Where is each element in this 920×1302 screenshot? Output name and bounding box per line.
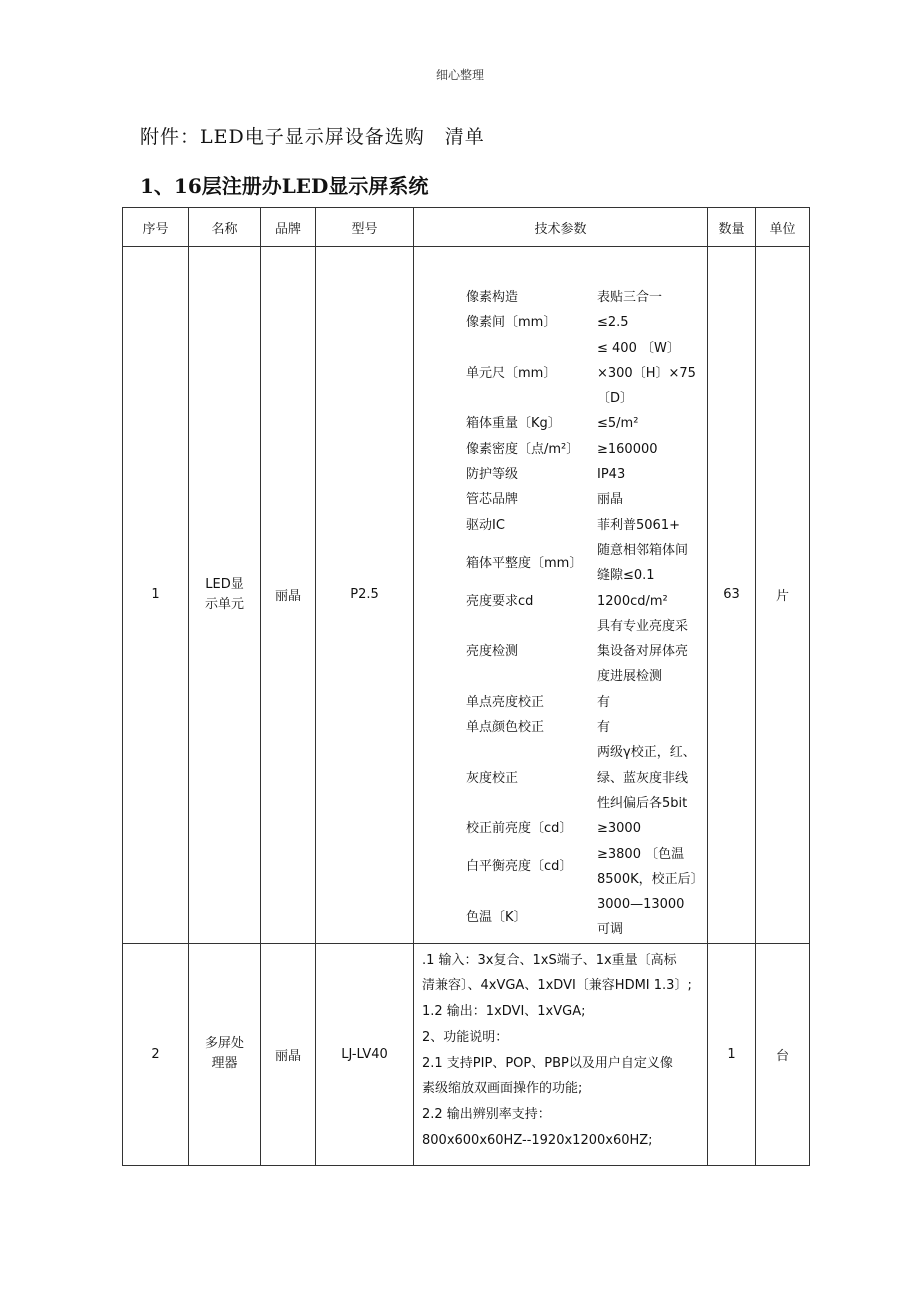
spec-value: [597, 715, 708, 740]
spec-row: [466, 310, 708, 335]
spec-value-line: ≤ 400 〔W〕: [597, 340, 680, 356]
spec-key: 灰度校正: [466, 770, 519, 786]
spec-value-line: 有: [597, 694, 611, 710]
spec-value-line: ≥3800 〔色温: [597, 846, 685, 862]
spec-key: 驱动IC: [466, 517, 505, 533]
spec-value-line: IP43: [597, 467, 626, 483]
spec-value-line: ≤5/m²: [597, 416, 639, 432]
spec-value-line: 8500K，校正后〕: [597, 871, 704, 887]
row-name: [189, 247, 261, 944]
row-unit: 片: [756, 247, 810, 944]
col-header-specs: 技术参数: [414, 208, 708, 247]
spec-key: 单点亮度校正: [466, 694, 545, 710]
table-row: [123, 247, 810, 944]
spec-value-line: ≥160000: [597, 441, 658, 457]
spec-key: 防护等级: [466, 467, 519, 483]
row-qty: 63: [708, 247, 756, 944]
spec-value: [597, 538, 708, 589]
spec-key: 箱体平整度〔mm〕: [466, 555, 583, 571]
spec-key: 箱体重量〔Kg〕: [466, 416, 561, 432]
col-header-name: 名称: [189, 208, 261, 247]
spec-row: [466, 715, 708, 740]
col-header-brand: 品牌: [261, 208, 316, 247]
row-brand: 丽晶: [261, 247, 316, 944]
spec-value-line: 具有专业亮度采: [597, 618, 689, 634]
spec-key: 校正前亮度〔cd〕: [466, 821, 573, 837]
row-no: 2: [123, 943, 189, 1165]
spec-value: [597, 285, 708, 310]
spec-row: [466, 285, 708, 310]
table-row: [123, 943, 810, 1165]
spec-line: 清兼容〕、4xVGA、1xDVI〔兼容HDMI 1.3〕;: [422, 978, 692, 994]
row-name-line: 理器: [211, 1056, 238, 1072]
row-model: LJ-LV40: [316, 943, 414, 1165]
spec-value-line: 〔D〕: [597, 391, 634, 407]
spec-key: 像素构造: [466, 290, 519, 305]
spec-row: [466, 690, 708, 715]
col-header-model: 型号: [316, 208, 414, 247]
spec-row: [466, 487, 708, 512]
spec-value-line: 3000—13000: [597, 897, 685, 913]
spec-value: [597, 816, 708, 841]
spec-value-line: 丽晶: [597, 492, 624, 508]
spec-value-line: 随意相邻箱体间: [597, 542, 689, 558]
row-specs: [414, 943, 708, 1165]
spec-key: 单点颜色校正: [466, 720, 545, 736]
row-model: P2.5: [316, 247, 414, 944]
spec-row: [466, 462, 708, 487]
spec-value: [597, 437, 708, 462]
spec-row: [466, 816, 708, 841]
spec-row: [466, 740, 708, 816]
row-name: [189, 943, 261, 1165]
spec-value: [597, 513, 708, 538]
spec-value: [597, 589, 708, 614]
table-header-row: [123, 208, 810, 247]
spec-value: [597, 462, 708, 487]
spec-row: [466, 411, 708, 436]
spec-value-line: 可调: [597, 922, 624, 938]
spec-value-line: ×300〔H〕×75: [597, 365, 696, 381]
spec-value-line: 表贴三合一: [597, 290, 663, 305]
row-unit: 台: [756, 943, 810, 1165]
col-header-unit: 单位: [756, 208, 810, 247]
spec-value: [597, 740, 708, 816]
row-name-line: 多屏处: [204, 1036, 244, 1052]
spec-value: [597, 336, 708, 412]
section-title: 1、16层注册办LED显示屏系统: [140, 174, 429, 198]
row-name-line: 示单元: [204, 596, 244, 612]
spec-key: 色温〔K〕: [466, 909, 527, 925]
spec-row: [466, 892, 708, 943]
spec-value-line: 度进展检测: [597, 669, 663, 685]
spec-row: [466, 538, 708, 589]
spec-value: [597, 310, 708, 335]
spec-value-line: 有: [597, 720, 611, 736]
spec-line: 2.2 输出辨别率支持：: [422, 1106, 551, 1122]
spec-value: [597, 690, 708, 715]
spec-row: [466, 437, 708, 462]
spec-key: 亮度检测: [466, 644, 519, 660]
spec-key: 亮度要求cd: [466, 593, 534, 609]
spec-key: 管芯品牌: [466, 492, 519, 508]
spec-key: 单元尺〔mm〕: [466, 365, 557, 381]
equipment-table: [122, 207, 810, 1166]
col-header-qty: 数量: [708, 208, 756, 247]
spec-value: [597, 842, 708, 893]
spec-line: .1 输入：3x复合、1xS端子、1x重量〔高标: [422, 952, 677, 968]
spec-line: 素级缩放双画面操作的功能;: [422, 1081, 583, 1097]
col-header-no: 序号: [123, 208, 189, 247]
spec-key: 白平衡亮度〔cd〕: [466, 859, 573, 875]
row-qty: 1: [708, 943, 756, 1165]
spec-row: [466, 589, 708, 614]
spec-line: 1.2 输出：1xDVI、1xVGA;: [422, 1004, 586, 1020]
spec-value-line: 集设备对屏体亮: [597, 644, 689, 660]
spec-key: 像素间〔mm〕: [466, 315, 557, 331]
spec-value-line: ≥3000: [597, 821, 641, 837]
row-no: 1: [123, 247, 189, 944]
spec-line: 800x600x60HZ--1920x1200x60HZ;: [422, 1132, 653, 1148]
spec-key: 像素密度〔点/m²〕: [466, 441, 580, 457]
attachment-title: 附件：LED电子显示屏设备选购 清单: [140, 126, 485, 148]
spec-table: [466, 285, 708, 943]
spec-value: [597, 411, 708, 436]
spec-value-line: 缝隙≤0.1: [597, 568, 655, 584]
spec-value: [597, 614, 708, 690]
spec-row: [466, 842, 708, 893]
row-brand: 丽晶: [261, 943, 316, 1165]
row-name-line: LED显: [205, 576, 244, 592]
spec-row: [466, 513, 708, 538]
spec-value-line: 性纠偏后各5bit: [597, 795, 688, 811]
spec-value: [597, 487, 708, 512]
spec-value-line: 两级γ校正，红、: [597, 745, 696, 761]
spec-row: [466, 614, 708, 690]
spec-value-line: 绿、蓝灰度非线: [597, 770, 689, 786]
header-note: 细心整理: [435, 68, 484, 82]
spec-value-line: 1200cd/m²: [597, 593, 668, 609]
spec-value-line: ≤2.5: [597, 315, 629, 331]
spec-value: [597, 892, 708, 943]
spec-row: [466, 336, 708, 412]
spec-line: 2.1 支持PIP、POP、PBP以及用户自定义像: [422, 1055, 673, 1071]
spec-value-line: 菲利普5061+: [597, 517, 680, 533]
row-specs: [414, 247, 708, 944]
spec-line: 2、功能说明：: [422, 1029, 509, 1045]
